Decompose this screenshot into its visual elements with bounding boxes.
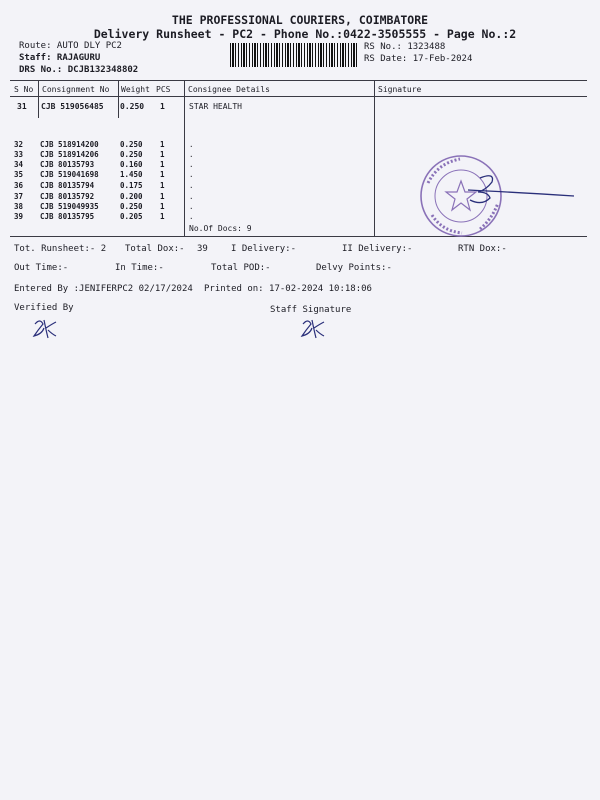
row-weight: 1.450 — [120, 170, 143, 179]
table-top-rule — [10, 80, 587, 81]
col-header-signature: Signature — [378, 85, 422, 94]
barcode — [230, 43, 358, 67]
row-consignee: . — [189, 181, 194, 190]
row-sno: 39 — [14, 212, 24, 221]
col-header-sno: S No — [14, 85, 34, 94]
row-consignment: CJB 518914200 — [40, 140, 99, 149]
runsheet-subtitle: Delivery Runsheet - PC2 - Phone No.:0422-3505555 - Page No.:2 — [93, 27, 517, 41]
row-consignee: . — [189, 140, 194, 149]
row-sno: 33 — [14, 150, 24, 159]
entered-by: Entered By :JENIFERPC2 02/17/2024 — [14, 284, 193, 294]
rtn-dox: RTN Dox:- — [458, 244, 507, 254]
row-consignment: CJB 80135795 — [40, 212, 95, 221]
row-consignee: STAR HEALTH — [189, 102, 242, 111]
col-header-consignee: Consignee Details — [188, 85, 270, 94]
row-consignment: CJB 80135792 — [40, 192, 95, 201]
total-dox-value: 39 — [197, 244, 208, 254]
col-divider — [184, 80, 185, 236]
row-weight: 0.250 — [120, 150, 143, 159]
row-sno: 35 — [14, 170, 24, 179]
ii-delivery: II Delivery:- — [342, 244, 413, 254]
verified-by-label: Verified By — [14, 303, 74, 313]
row-weight: 0.160 — [120, 160, 143, 169]
printed-on: Printed on: 17-02-2024 10:18:06 — [204, 284, 372, 294]
row-consignment: CJB 518914206 — [40, 150, 99, 159]
i-delivery: I Delivery:- — [231, 244, 297, 254]
row-consignee: . — [189, 150, 194, 159]
row-pcs: 1 — [160, 102, 165, 111]
total-dox-label: Total Dox:- — [125, 244, 185, 254]
consignee-signature-scribble — [440, 170, 580, 210]
row-consignment: CJB 80135793 — [40, 160, 95, 169]
row-pcs: 1 — [160, 212, 165, 221]
company-title: THE PROFESSIONAL COURIERS, COIMBATORE — [171, 13, 429, 27]
row-pcs: 1 — [160, 170, 165, 179]
drs-number: DRS No.: DCJB132348802 — [19, 65, 139, 75]
row-sno: 32 — [14, 140, 24, 149]
row-sno: 38 — [14, 202, 24, 211]
out-time: Out Time:- — [14, 263, 69, 273]
staff-signature — [298, 316, 328, 342]
row-consignment: CJB 519056485 — [41, 102, 104, 111]
row-consignee: . — [189, 192, 194, 201]
row-weight: 0.205 — [120, 212, 143, 221]
row-consignment: CJB 519041698 — [40, 170, 99, 179]
staff-signature-label: Staff Signature — [270, 305, 352, 315]
row-consignee: . — [189, 170, 194, 179]
route-text: Route: AUTO DLY PC2 — [19, 41, 122, 51]
row-pcs: 1 — [160, 150, 165, 159]
col-divider — [118, 80, 119, 118]
in-time: In Time:- — [115, 263, 164, 273]
no-of-docs: No.Of Docs: 9 — [189, 224, 252, 233]
row-sno: 36 — [14, 181, 24, 190]
table-header-rule — [10, 96, 587, 97]
row-pcs: 1 — [160, 160, 165, 169]
rs-number: RS No.: 1323488 — [364, 42, 446, 52]
tot-runsheet: Tot. Runsheet:- 2 — [14, 244, 107, 254]
row-consignee: . — [189, 212, 194, 221]
row-consignee: . — [189, 160, 194, 169]
row-pcs: 1 — [160, 181, 165, 190]
row-consignee: . — [189, 202, 194, 211]
row-consignment: CJB 519049935 — [40, 202, 99, 211]
col-divider — [38, 80, 39, 118]
total-pod: Total POD:- — [211, 263, 271, 273]
delvy-points: Delvy Points:- — [316, 263, 392, 273]
rs-date: RS Date: 17-Feb-2024 — [364, 54, 473, 64]
row-weight: 0.250 — [120, 202, 143, 211]
row-sno: 37 — [14, 192, 24, 201]
verifier-signature — [30, 316, 60, 342]
row-weight: 0.250 — [120, 140, 143, 149]
row-pcs: 1 — [160, 202, 165, 211]
col-divider — [374, 80, 375, 236]
row-weight: 0.250 — [120, 102, 145, 111]
row-sno: 34 — [14, 160, 24, 169]
row-pcs: 1 — [160, 192, 165, 201]
row-pcs: 1 — [160, 140, 165, 149]
col-header-weight: Weight — [121, 85, 150, 94]
row-weight: 0.200 — [120, 192, 143, 201]
row-sno: 31 — [17, 102, 27, 111]
col-header-pcs: PCS — [156, 85, 171, 94]
staff-text: Staff: RAJAGURU — [19, 53, 101, 63]
row-consignment: CJB 80135794 — [40, 181, 95, 190]
col-header-consignment: Consignment No — [42, 85, 110, 94]
row-weight: 0.175 — [120, 181, 143, 190]
